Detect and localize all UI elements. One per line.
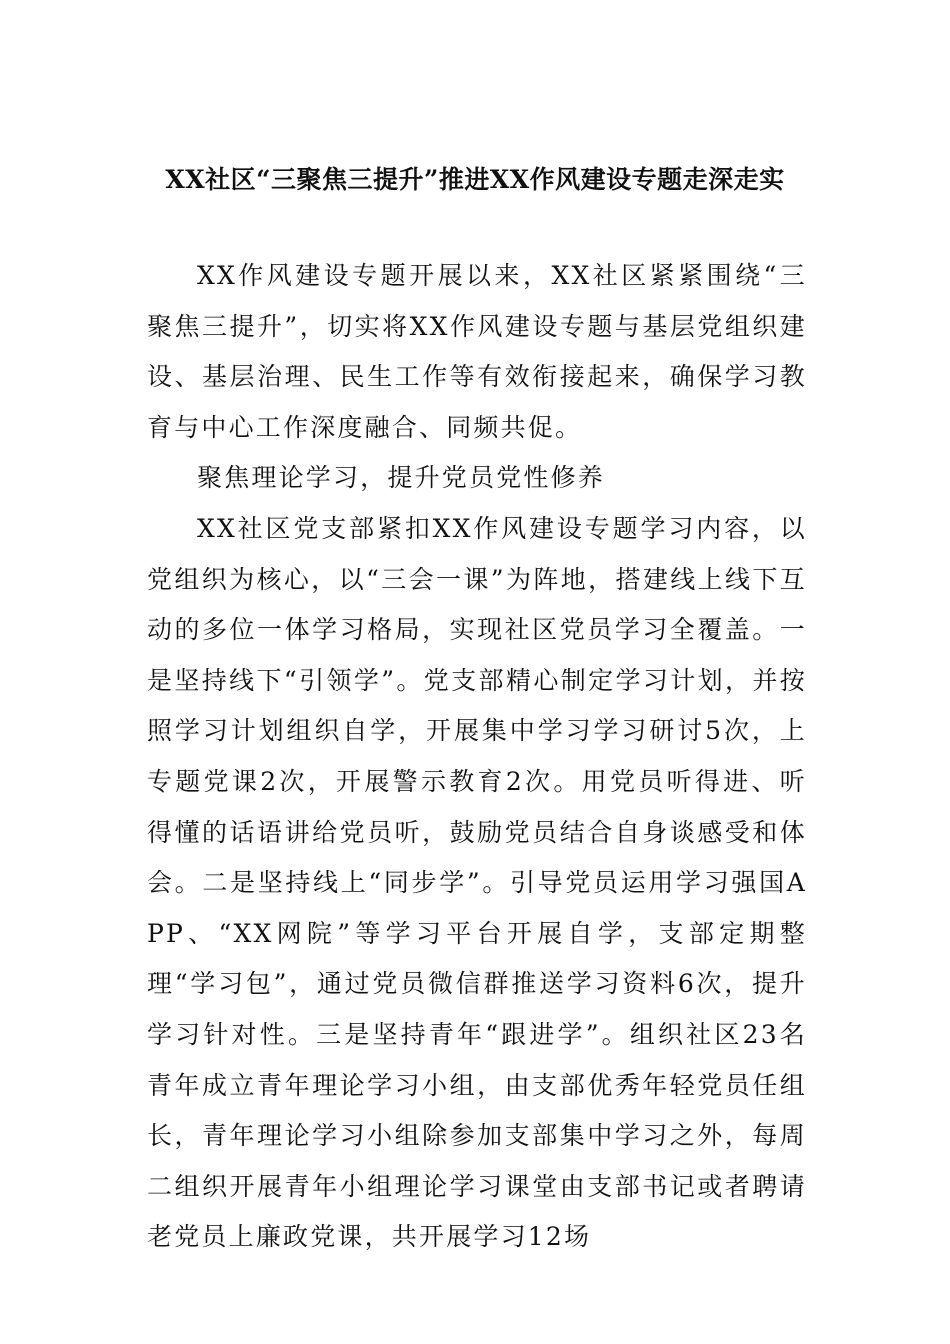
section-heading-theory-study: 聚焦理论学习，提升党员党性修养 xyxy=(197,463,606,493)
document-title: XX社区“三聚焦三提升”推进XX作风建设专题走深走实 xyxy=(165,165,785,194)
intro-paragraph: XX作风建设专题开展以来，XX社区紧紧围绕“三聚焦三提升”，切实将XX作风建设专题与基层党组织建设、基层治理、民生工作等有效衔接起来，确保学习教育与中心工作深度融合、同频共促。 xyxy=(147,261,807,442)
theory-study-paragraph: XX社区党支部紧扣XX作风建设专题学习内容，以党组织为核心，以“三会一课”为阵地，搭建线上线下互动的多位一体学习格局，实现社区党员学习全覆盖。一是坚持线下“引领学”。党支部精心制定学习计划，并按照学习计划组织自学，开展集中学习学习研讨5次，上专题党课2次，开展警示教育2次。用党员听得进、听得懂的话语讲给党员听，鼓励党员结合自身谈感受和体会。二是坚持线上“同步学”。引导党员运用学习强国APP、“XX网院”等学习平台开展自学，支部定期整理“学习包”，通过党员微信群推送学习资料6次，提升学习针对性。三是坚持青年“跟进学”。组织社区23名青年成立青年理论学习小组，由支部优秀年轻党员任组长，青年理论学习小组除参加支部集中学习之外，每周二组织开展青年小组理论学习课堂由支部书记或者聘请老党员上廉政党课，共开展学习12场 xyxy=(147,513,807,1252)
document-body xyxy=(147,251,807,1263)
